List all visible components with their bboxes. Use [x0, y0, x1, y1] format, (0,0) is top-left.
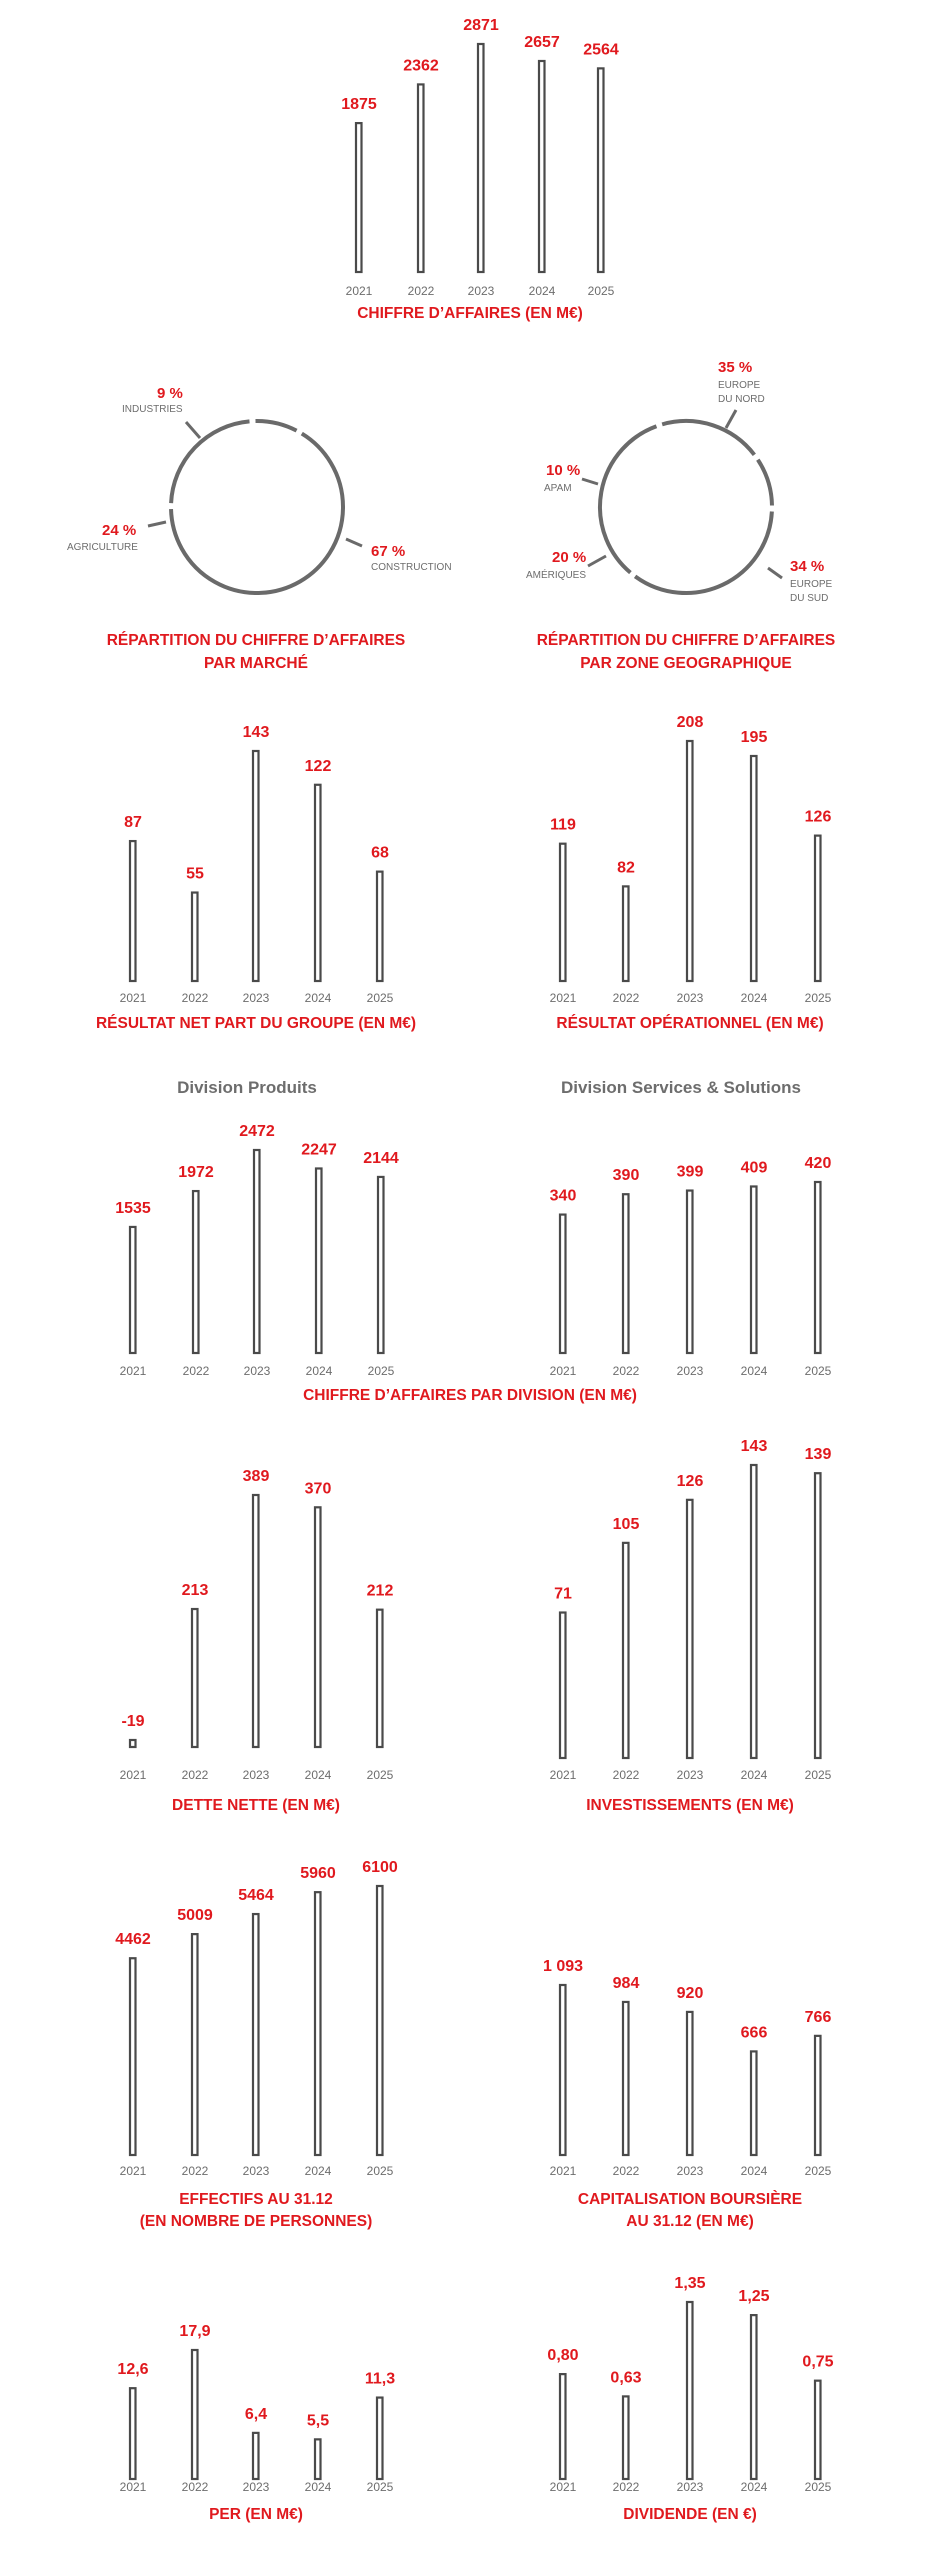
- bar-div-2022: [623, 2396, 629, 2479]
- leader-line-zone-1: [768, 568, 782, 578]
- chart-title-marche: RÉPARTITION DU CHIFFRE D’AFFAIRES: [106, 632, 406, 649]
- year-label-eff-2021: 2021: [119, 2164, 147, 2178]
- bar-invest-2024: [751, 1465, 757, 1758]
- value-label-dp-2023: 2472: [239, 1123, 275, 1140]
- year-label-dette-2022: 2022: [181, 1768, 209, 1782]
- year-label-rn-2023: 2023: [242, 991, 270, 1005]
- slice-label-zone-1: DU SUD: [790, 593, 829, 604]
- year-label-ca-2021: 2021: [345, 284, 373, 298]
- year-label-invest-2021: 2021: [549, 1768, 577, 1782]
- year-label-invest-2023: 2023: [676, 1768, 704, 1782]
- bar-dette-2024: [315, 1507, 321, 1747]
- year-label-div-2024: 2024: [740, 2480, 768, 2494]
- bar-dp-2023: [254, 1150, 260, 1353]
- bar-rn-2024: [315, 785, 321, 981]
- ring-chart-zone: [526, 359, 835, 672]
- year-label-eff-2025: 2025: [366, 2164, 394, 2178]
- bar-ca-2024: [539, 61, 545, 272]
- chart-title-dette: DETTE NETTE (EN M€): [172, 1797, 340, 1814]
- year-label-per-2025: 2025: [366, 2480, 394, 2494]
- year-label-div-2023: 2023: [676, 2480, 704, 2494]
- value-label-div-2023: 1,35: [674, 2275, 706, 2292]
- year-label-dss-2022: 2022: [612, 1364, 640, 1378]
- value-label-rn-2024: 122: [304, 757, 332, 775]
- year-label-cap-2021: 2021: [549, 2164, 577, 2178]
- value-label-ca-2025: 2564: [583, 41, 619, 59]
- bar-dette-2023: [253, 1495, 259, 1747]
- year-label-dp-2021: 2021: [119, 1364, 147, 1378]
- value-label-cap-2024: 666: [740, 2024, 768, 2042]
- bar-chart-div: [547, 2275, 833, 2523]
- chart-title-ro: RÉSULTAT OPÉRATIONNEL (EN M€): [556, 1015, 824, 1032]
- chart-title-eff: EFFECTIFS AU 31.12: [179, 2191, 333, 2208]
- slice-percent-marche-0: 9 %: [157, 385, 183, 402]
- bar-dp-2024: [316, 1168, 322, 1353]
- year-label-dss-2025: 2025: [804, 1364, 832, 1378]
- year-label-ca-2022: 2022: [407, 284, 435, 298]
- year-label-dss-2023: 2023: [676, 1364, 704, 1378]
- bar-cap-2025: [815, 2036, 821, 2155]
- chart-title-per: PER (EN M€): [209, 2506, 303, 2523]
- bar-per-2022: [192, 2350, 198, 2479]
- bar-ca-2023: [478, 44, 484, 272]
- year-label-per-2021: 2021: [119, 2480, 147, 2494]
- value-label-cap-2025: 766: [804, 2008, 832, 2026]
- value-label-eff-2023: 5464: [238, 1887, 274, 1905]
- bar-dette-2022: [192, 1609, 198, 1747]
- value-label-ro-2024: 195: [740, 729, 768, 746]
- slice-label-marche-2: AGRICULTURE: [67, 542, 138, 553]
- leader-line-zone-0: [726, 410, 736, 428]
- bar-invest-2021: [560, 1613, 566, 1758]
- slice-percent-zone-0: 35 %: [718, 359, 753, 376]
- bar-ro-2023: [687, 741, 693, 981]
- chart-title-cap: CAPITALISATION BOURSIÈRE: [577, 2191, 803, 2208]
- value-label-dp-2024: 2247: [301, 1141, 337, 1159]
- bar-ro-2022: [623, 886, 629, 981]
- year-label-per-2023: 2023: [242, 2480, 270, 2494]
- year-label-dette-2024: 2024: [304, 1768, 332, 1782]
- bar-div-2025: [815, 2381, 821, 2479]
- chart-title-invest: INVESTISSEMENTS (EN M€): [586, 1797, 794, 1814]
- bar-per-2024: [315, 2439, 321, 2479]
- year-label-per-2022: 2022: [181, 2480, 209, 2494]
- year-label-div-2022: 2022: [612, 2480, 640, 2494]
- bar-ca-2022: [418, 84, 424, 272]
- value-label-div-2024: 1,25: [738, 2288, 770, 2306]
- bar-per-2025: [377, 2398, 383, 2479]
- value-label-ca-2023: 2871: [463, 17, 499, 34]
- year-label-rn-2024: 2024: [304, 991, 332, 1005]
- chart-title-marche: PAR MARCHÉ: [204, 655, 308, 672]
- value-label-dette-2025: 212: [366, 1582, 394, 1600]
- value-label-dp-2021: 1535: [115, 1199, 151, 1217]
- bar-eff-2025: [377, 1886, 383, 2155]
- bar-invest-2022: [623, 1543, 629, 1758]
- bar-cap-2024: [751, 2051, 757, 2155]
- leader-line-marche-1: [346, 539, 362, 546]
- value-label-cap-2021: 1 093: [542, 1958, 584, 1975]
- bar-chart-rn: [96, 724, 416, 1032]
- chart-title-dss: Division Services & Solutions: [561, 1078, 801, 1097]
- bar-chart-dss: [550, 1078, 832, 1378]
- value-label-cap-2022: 984: [612, 1974, 640, 1992]
- value-label-dss-2021: 340: [549, 1187, 577, 1205]
- value-label-rn-2022: 55: [186, 865, 204, 883]
- year-label-ro-2021: 2021: [549, 991, 577, 1005]
- chart-title-rn: RÉSULTAT NET PART DU GROUPE (EN M€): [95, 1015, 417, 1032]
- value-label-rn-2025: 68: [371, 844, 389, 862]
- year-label-invest-2024: 2024: [740, 1768, 768, 1782]
- bar-dp-2025: [378, 1177, 384, 1353]
- bar-eff-2022: [192, 1934, 198, 2155]
- value-label-div-2021: 0,80: [547, 2347, 579, 2365]
- chart-title-zone: PAR ZONE GEOGRAPHIQUE: [580, 655, 792, 672]
- value-label-ro-2022: 82: [617, 859, 635, 877]
- year-label-dss-2024: 2024: [740, 1364, 768, 1378]
- value-label-ca-2021: 1875: [341, 96, 377, 114]
- value-label-dss-2022: 390: [612, 1167, 640, 1185]
- slice-marche-1: [171, 434, 343, 593]
- year-label-ca-2023: 2023: [467, 284, 495, 298]
- bar-cap-2021: [560, 1985, 566, 2155]
- year-label-ca-2025: 2025: [587, 284, 615, 298]
- year-label-ro-2024: 2024: [740, 991, 768, 1005]
- bar-eff-2021: [130, 1958, 136, 2155]
- bar-ca-2025: [598, 68, 604, 272]
- year-label-ro-2025: 2025: [804, 991, 832, 1005]
- bar-eff-2023: [253, 1914, 259, 2155]
- bar-chart-ro: [550, 714, 832, 1032]
- value-label-per-2022: 17,9: [179, 2323, 211, 2340]
- chart-title-zone: RÉPARTITION DU CHIFFRE D’AFFAIRES: [536, 632, 836, 649]
- year-label-cap-2022: 2022: [612, 2164, 640, 2178]
- value-label-invest-2022: 105: [612, 1515, 640, 1533]
- value-label-dp-2025: 2144: [363, 1149, 399, 1167]
- bar-per-2023: [253, 2433, 259, 2479]
- slice-label-marche-1: CONSTRUCTION: [371, 562, 452, 573]
- value-label-per-2025: 11,3: [364, 2370, 396, 2388]
- value-label-ro-2021: 119: [550, 816, 576, 834]
- value-label-dette-2021: -19: [121, 1713, 145, 1730]
- leader-line-marche-0: [186, 422, 200, 438]
- value-label-eff-2021: 4462: [115, 1931, 151, 1949]
- value-label-invest-2021: 71: [554, 1585, 572, 1603]
- slice-zone-2: [662, 421, 754, 455]
- value-label-rn-2021: 87: [124, 814, 142, 832]
- slice-label-zone-2: AMÉRIQUES: [526, 570, 587, 581]
- bar-chart-cap: [543, 1958, 832, 2230]
- slice-label-zone-1: EUROPE: [790, 579, 833, 590]
- bar-chart-per: [117, 2323, 395, 2523]
- bar-eff-2024: [315, 1892, 321, 2155]
- value-label-ro-2023: 208: [676, 714, 704, 731]
- bar-dss-2022: [623, 1194, 629, 1353]
- slice-label-zone-3: APAM: [544, 483, 572, 494]
- bar-dp-2021: [130, 1227, 136, 1353]
- year-label-dette-2023: 2023: [242, 1768, 270, 1782]
- bar-div-2023: [687, 2302, 693, 2479]
- value-label-per-2021: 12,6: [117, 2361, 149, 2379]
- year-label-div-2021: 2021: [549, 2480, 577, 2494]
- bar-dss-2023: [687, 1191, 693, 1353]
- value-label-eff-2022: 5009: [177, 1907, 213, 1925]
- slice-zone-1: [600, 426, 656, 572]
- bar-ca-2021: [356, 123, 362, 272]
- slice-label-zone-0: EUROPE: [718, 380, 761, 391]
- slice-label-marche-0: INDUSTRIES: [122, 404, 183, 415]
- bar-cap-2023: [687, 2012, 693, 2155]
- year-label-rn-2025: 2025: [366, 991, 394, 1005]
- year-label-invest-2025: 2025: [804, 1768, 832, 1782]
- bar-rn-2025: [377, 872, 383, 981]
- ring-chart-marche: [67, 385, 452, 672]
- bar-chart-dp: [115, 1078, 399, 1378]
- value-label-dette-2023: 389: [242, 1468, 270, 1485]
- bar-ro-2024: [751, 756, 757, 981]
- bar-rn-2023: [253, 751, 259, 981]
- year-label-eff-2024: 2024: [304, 2164, 332, 2178]
- year-label-div-2025: 2025: [804, 2480, 832, 2494]
- value-label-dette-2024: 370: [304, 1480, 332, 1498]
- year-label-eff-2022: 2022: [181, 2164, 209, 2178]
- chart-title-dp: Division Produits: [177, 1078, 317, 1097]
- bar-chart-invest: [550, 1438, 832, 1814]
- chart-title-ca: CHIFFRE D’AFFAIRES (EN M€): [357, 305, 583, 322]
- slice-marche-2: [171, 421, 249, 503]
- year-label-rn-2021: 2021: [119, 991, 147, 1005]
- year-label-cap-2023: 2023: [676, 2164, 704, 2178]
- chart-title-eff: (EN NOMBRE DE PERSONNES): [139, 2213, 373, 2230]
- year-label-dp-2025: 2025: [367, 1364, 395, 1378]
- slice-percent-marche-1: 67 %: [371, 543, 406, 560]
- year-label-cap-2024: 2024: [740, 2164, 768, 2178]
- bar-div-2021: [560, 2374, 566, 2479]
- slice-marche-0: [255, 421, 296, 431]
- value-label-invest-2024: 143: [740, 1438, 768, 1455]
- value-label-div-2025: 0,75: [802, 2353, 834, 2371]
- value-label-per-2023: 6,4: [244, 2405, 268, 2423]
- value-label-dette-2022: 213: [181, 1582, 209, 1600]
- bar-dette-2025: [377, 1610, 383, 1747]
- year-label-dette-2025: 2025: [366, 1768, 394, 1782]
- leader-line-zone-2: [588, 556, 606, 566]
- chart-title-cap: AU 31.12 (EN M€): [626, 2213, 754, 2230]
- slice-percent-zone-1: 34 %: [790, 558, 825, 575]
- year-label-invest-2022: 2022: [612, 1768, 640, 1782]
- year-label-eff-2023: 2023: [242, 2164, 270, 2178]
- year-label-dp-2022: 2022: [182, 1364, 210, 1378]
- bar-ro-2021: [560, 844, 566, 981]
- value-label-cap-2023: 920: [676, 1984, 704, 2002]
- value-label-dss-2023: 399: [676, 1163, 704, 1181]
- slice-label-zone-0: DU NORD: [718, 394, 765, 405]
- bar-per-2021: [130, 2388, 136, 2479]
- leader-line-zone-3: [582, 479, 598, 484]
- value-label-per-2024: 5,5: [306, 2412, 330, 2430]
- bar-cap-2022: [623, 2002, 629, 2155]
- value-label-invest-2025: 139: [804, 1446, 832, 1464]
- bar-dp-2022: [193, 1191, 199, 1353]
- bar-rn-2022: [192, 893, 198, 981]
- bar-dss-2025: [815, 1182, 821, 1353]
- year-label-per-2024: 2024: [304, 2480, 332, 2494]
- year-label-dss-2021: 2021: [549, 1364, 577, 1378]
- bar-chart-ca: [341, 17, 619, 322]
- bar-invest-2023: [687, 1500, 693, 1758]
- bar-chart-dette: [120, 1468, 394, 1814]
- value-label-rn-2023: 143: [242, 724, 270, 741]
- bar-ro-2025: [815, 836, 821, 981]
- value-label-ca-2022: 2362: [403, 57, 439, 75]
- year-label-cap-2025: 2025: [804, 2164, 832, 2178]
- bar-invest-2025: [815, 1473, 821, 1758]
- value-label-ca-2024: 2657: [524, 33, 560, 51]
- slice-percent-marche-2: 24 %: [102, 522, 137, 539]
- value-label-dss-2025: 420: [804, 1155, 832, 1172]
- bar-rn-2021: [130, 841, 136, 981]
- value-label-eff-2025: 6100: [362, 1859, 398, 1876]
- chart-title-div: DIVIDENDE (EN €): [623, 2506, 757, 2523]
- value-label-ro-2025: 126: [804, 808, 832, 826]
- bar-dss-2024: [751, 1186, 757, 1353]
- slice-percent-zone-2: 20 %: [552, 549, 587, 566]
- year-label-ro-2022: 2022: [612, 991, 640, 1005]
- year-label-dette-2021: 2021: [119, 1768, 147, 1782]
- bar-chart-eff: [115, 1859, 398, 2230]
- leader-line-marche-2: [148, 522, 166, 526]
- slice-zone-0: [635, 512, 772, 593]
- value-label-invest-2023: 126: [676, 1472, 704, 1490]
- value-label-dss-2024: 409: [740, 1159, 768, 1177]
- value-label-eff-2024: 5960: [300, 1865, 336, 1883]
- bar-div-2024: [751, 2315, 757, 2479]
- value-label-div-2022: 0,63: [610, 2369, 642, 2387]
- bar-dss-2021: [560, 1215, 566, 1353]
- slice-zone-3: [758, 460, 772, 506]
- bar-dette-2021: [130, 1740, 136, 1747]
- value-label-dp-2022: 1972: [178, 1164, 214, 1182]
- year-label-dp-2024: 2024: [305, 1364, 333, 1378]
- division-chart-title: CHIFFRE D’AFFAIRES PAR DIVISION (EN M€): [303, 1387, 637, 1404]
- year-label-dp-2023: 2023: [243, 1364, 271, 1378]
- slice-percent-zone-3: 10 %: [546, 462, 581, 479]
- year-label-rn-2022: 2022: [181, 991, 209, 1005]
- year-label-ca-2024: 2024: [528, 284, 556, 298]
- year-label-ro-2023: 2023: [676, 991, 704, 1005]
